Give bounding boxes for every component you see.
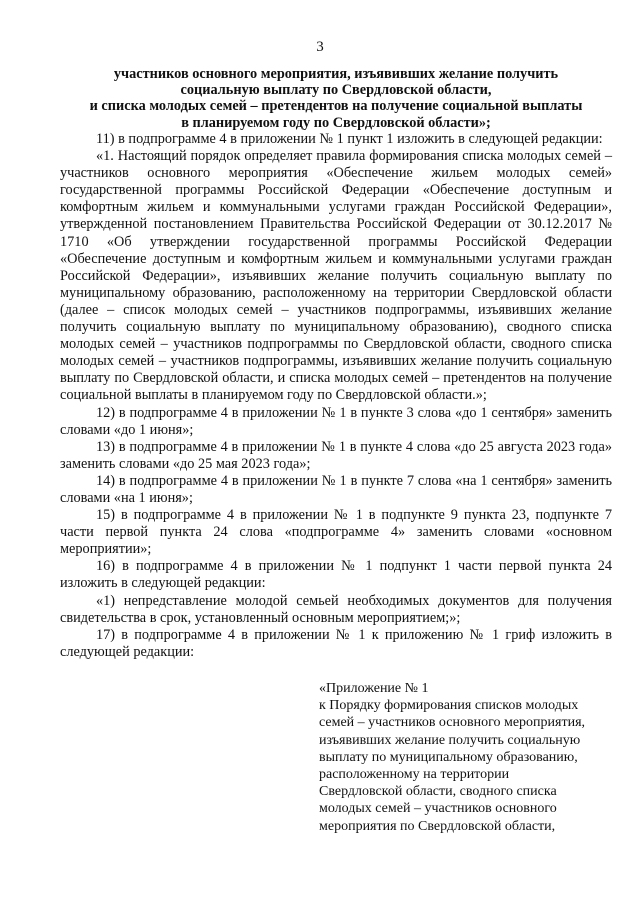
heading-line: и списка молодых семей – претендентов на получение социальной выплаты bbox=[89, 98, 583, 115]
paragraph-item-17: 17) в подпрограмме 4 в приложении № 1 к приложению № 1 гриф изложить в следующей редакции: bbox=[60, 626, 612, 660]
page-number: 3 bbox=[316, 39, 324, 55]
paragraph-quoted-subpoint-1: «1) непредставление молодой семьей необходимых документов для получения свидетельства в срок, установленный основным мероприятием;»; bbox=[60, 592, 612, 626]
grif-line: к Порядку формирования списков молодых bbox=[319, 698, 579, 714]
grif-line: «Приложение № 1 bbox=[319, 681, 429, 696]
grif-line: расположенному на территории bbox=[319, 767, 510, 783]
heading-line: социальную выплату по Свердловской области, bbox=[180, 82, 492, 99]
section-heading bbox=[60, 66, 612, 131]
grif-line: семей – участников основного мероприятия, bbox=[319, 715, 586, 731]
paragraph-quoted-point-1: «1. Настоящий порядок определяет правила формирования списка молодых семей – участников основного мероприятия «Обеспечение жильем молодых семей» государственной программы Российской Федерации «Обеспечение доступным и комфортным жильем и коммунальными услугами граждан Российской Федерации», утвержденной постановлением Правительства Российской Федерации от 30.12.2017 № 1710 «Об утверждении государственной программы Российской Федерации «Обеспечение доступным и комфортным жильем и коммунальными услугами граждан Российской Федерации», изъявивших желание получить социальную выплату по муниципальному образованию, расположенному на территории Свердловской области (далее – список молодых семей – участников подпрограммы, изъявивших желание получить социальную выплату по муниципальному образованию), сводного списка молодых семей – участников подпрограммы по Свердловской области, сводного списка молодых семей – участников подпрограммы, изъявивших желание получить социальную выплату по Свердловской области, и списка молодых семей – претендентов на получение социальной выплаты в планируемом году по Свердловской области.»; bbox=[60, 148, 612, 404]
paragraph-item-16: 16) в подпрограмме 4 в приложении № 1 подпункт 1 части первой пункта 24 изложить в следующей редакции: bbox=[60, 558, 612, 592]
grif-line: мероприятия по Свердловской области, bbox=[319, 818, 556, 834]
heading-line: в планируемом году по Свердловской области»; bbox=[181, 114, 491, 131]
appendix-grif bbox=[319, 680, 613, 835]
heading-line: участников основного мероприятия, изъявивших желание получить bbox=[113, 66, 559, 82]
paragraph-item-14: 14) в подпрограмме 4 в приложении № 1 в пункте 7 слова «на 1 сентября» заменить словами «на 1 июня»; bbox=[60, 472, 612, 506]
grif-line: изъявивших желание получить социальную bbox=[319, 732, 581, 748]
grif-line: выплату по муниципальному образованию, bbox=[319, 749, 578, 765]
paragraph-item-12: 12) в подпрограмме 4 в приложении № 1 в пункте 3 слова «до 1 сентября» заменить словами «до 1 июня»; bbox=[60, 404, 612, 438]
grif-line: Свердловской области, сводного списка bbox=[319, 784, 557, 800]
paragraph-item-15: 15) в подпрограмме 4 в приложении № 1 в подпункте 9 пункта 23, подпункте 7 части первой пункта 24 слова «подпрограмме 4» заменить словами «основном мероприятии»; bbox=[60, 507, 612, 558]
paragraph-item-13: 13) в подпрограмме 4 в приложении № 1 в пункте 4 слова «до 25 августа 2023 года» заменить словами «до 25 мая 2023 года»; bbox=[60, 438, 612, 472]
document-body bbox=[60, 131, 612, 661]
grif-line: молодых семей – участников основного bbox=[319, 801, 557, 817]
paragraph-item-11: 11) в подпрограмме 4 в приложении № 1 пункт 1 изложить в следующей редакции: bbox=[96, 131, 603, 147]
